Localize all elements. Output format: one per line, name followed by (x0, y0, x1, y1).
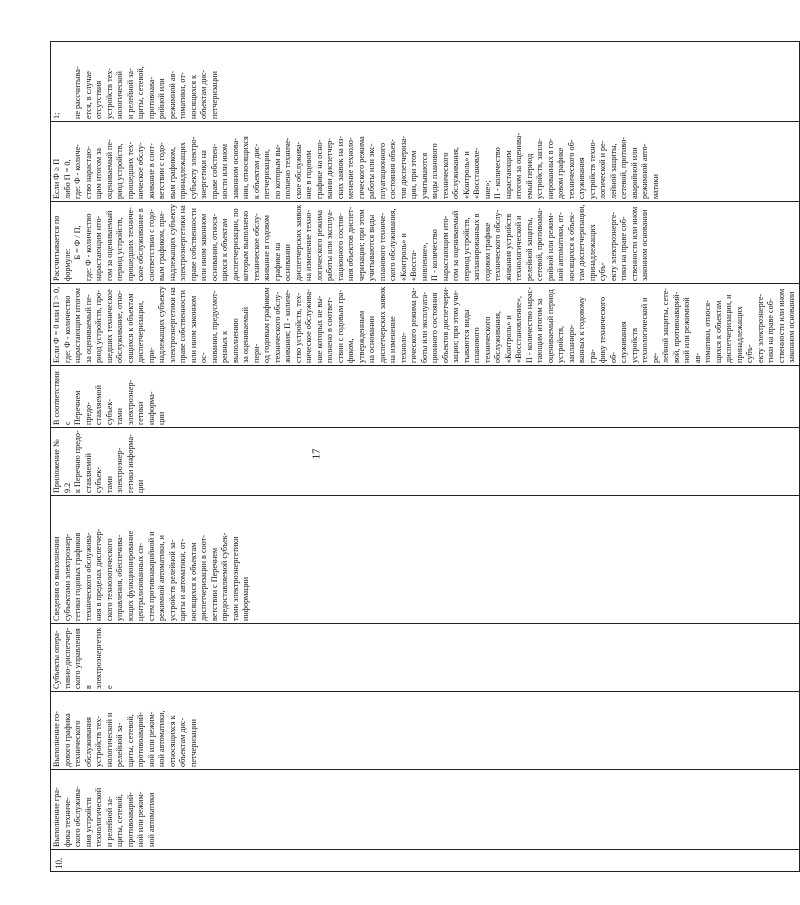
cell-line: боты или эксплуата- (419, 291, 429, 363)
cell-line: щим итогом за (94, 147, 103, 199)
cell-info (51, 496, 800, 624)
cell-line: к Перечню предо- (73, 430, 82, 493)
cell-line: нарастающим ито- (94, 215, 103, 281)
cell-line: ной или режим- (136, 791, 145, 847)
cell-line: тики на праве соб- (766, 298, 775, 363)
cell-line: на изменение техно- (304, 209, 313, 281)
cell-line: гического режима ра- (409, 287, 418, 363)
cell-line: вым графиком, при- (157, 211, 166, 281)
cell-line: ство нарастаю- (83, 146, 93, 199)
cell-line: щиты, сетевой, (136, 66, 145, 119)
cell-line: П - количество (430, 229, 439, 281)
cell-line: относящихся к (167, 715, 177, 767)
cell-line: принадлежащих (178, 142, 187, 199)
cell-line: ское обслужива- (293, 141, 303, 199)
cell-line: екту электроэнерге- (755, 293, 765, 363)
cell-line: виды планового (430, 143, 439, 199)
cell-line: ной или режим- (146, 711, 156, 767)
cell-line: период устройств, (115, 217, 124, 281)
cell-line: ского управления в (73, 628, 93, 689)
cell-line: на изменение техноло- (388, 316, 408, 363)
cell-line: ственности или ином (629, 206, 639, 281)
cell-line: ственности или ином (776, 288, 786, 363)
cell-line: ствии с годовым гра- (335, 289, 345, 363)
cell-line: там диспетчеризации, (577, 204, 586, 281)
cell-line: ции, при этом (409, 150, 418, 199)
cell-line: за оцениваемый пе- (83, 294, 93, 363)
cell-line: нологической (115, 71, 124, 119)
rotated-table-container (50, 42, 796, 872)
cell-line: петчеризации, (262, 149, 271, 199)
cell-line: обслуживание, отно- (115, 290, 124, 363)
cell-line: шедших техническое (104, 289, 114, 363)
cell-line: устройств тех- (94, 715, 103, 767)
cell-line: ского обслужива- (73, 786, 82, 847)
cell-line: работы или экс- (367, 143, 376, 199)
cell-line: электроэнергетике (94, 627, 114, 689)
cell-line: диспетчерских заявок (293, 204, 303, 281)
cell-line: довом графике (556, 147, 565, 199)
cell-line: живания; П - количе- (283, 289, 292, 363)
cell-line: сящихся к объектам (125, 293, 135, 363)
cell-line: ной автоматики, от- (556, 212, 565, 281)
cell-line: тов диспетчериза- (398, 135, 408, 199)
cell-line: диспетчерских заявок (377, 286, 387, 363)
cell-line: сетевой, противоава- (535, 207, 544, 281)
cell-line: носящихся к объек- (566, 212, 576, 281)
cell-line: вании диспетчер- (325, 138, 334, 199)
cell-line: ставляемой субъек- (94, 385, 114, 425)
cell-line: оцениваемый пе- (104, 139, 114, 199)
cell-line: лейной защиты, (608, 143, 618, 199)
cell-line: гетики информа- (136, 391, 156, 425)
cell-line: управления, обеспечива- (115, 534, 124, 621)
cell-line: технологической (94, 787, 103, 847)
cell-line: принадлежащих субъ- (587, 224, 607, 281)
cell-line: соответствии с годо- (146, 209, 156, 281)
cell-line: петчеризации (188, 719, 198, 767)
cell-line: рийной или (157, 78, 166, 119)
cell-line: гетики годовых графиков (73, 532, 82, 621)
cell-line: работы или эксплуа- (325, 209, 334, 281)
cell-line: лейной защиты, сете- (661, 287, 670, 363)
cell-line: по которым вы- (272, 144, 282, 199)
cell-line: рийной или режим- (545, 212, 555, 281)
cell-line: полнено техниче- (283, 137, 292, 199)
cell-line: нологической и (104, 712, 114, 767)
cell-line: ной или режимной ав- (682, 297, 702, 363)
cell-line: ского обслуживания, (388, 208, 397, 281)
cell-line: ной автоматики, (157, 710, 166, 767)
cell-line: ского технологического (104, 538, 114, 621)
cell-line: праве собственности (188, 208, 198, 281)
cell-line: ветствии с Перечнем (209, 547, 219, 621)
cell-line: од годовым графиком (262, 287, 271, 363)
cell-line: фику технического об- (598, 296, 618, 363)
cell-line: предоставляемой субъек- (220, 532, 229, 621)
cell-line: зации; при этом учи- (451, 290, 460, 363)
cell-line: праве собственности (178, 290, 187, 363)
cell-line: ния объектов диспет- (346, 206, 355, 281)
cell-line: технического обслужива- (83, 532, 93, 621)
cell-line: служивания (577, 157, 586, 199)
cell-line: «Контроль» и (461, 151, 471, 199)
cell-line: гом за оцениваемый (451, 210, 460, 281)
cell-line: Если Ф = 0 или П > 0, (52, 286, 61, 363)
cell-deadline (51, 366, 800, 428)
cell-line: отсутствия (94, 80, 103, 119)
indicator-table (50, 41, 800, 872)
cell-line: информации (241, 576, 250, 621)
cell-line: надлежащих субъекту (167, 204, 177, 281)
cell-line: годовом графике (482, 222, 492, 281)
cell-line: и релейной за- (104, 796, 114, 847)
cell-line: законном основании (787, 291, 796, 363)
cell-line: энергетики на (199, 150, 208, 199)
cell-line: нарастающим ито- (440, 215, 450, 281)
cell-line: ническое обслу- (136, 142, 145, 199)
cell-line: Если Ф ≥ П (52, 158, 61, 199)
cell-line: Выполнение гра- (52, 787, 61, 847)
cell-line: риод устройств, про- (94, 290, 103, 363)
cell-description (51, 692, 800, 770)
cell-line: технического обслу- (493, 209, 502, 281)
cell-line: Перечнем предо- (73, 390, 93, 425)
cell-appendix (51, 428, 800, 496)
cell-line: щиты, сетевой, (115, 794, 124, 847)
cell-line: риод устройств, (115, 143, 124, 199)
cell-line: субъектами электроэнер- (62, 533, 72, 621)
cell-line: П - количество нарас- (524, 287, 534, 363)
cell-line: объектам дис- (199, 69, 208, 119)
cell-line: техническое обслу- (251, 213, 261, 281)
cell-line: где: Ф - количество (62, 295, 72, 363)
cell-line: томатики, от- (178, 72, 187, 119)
cell-line: технического обслуживания, (482, 311, 502, 363)
cell-line: носящихся к (188, 74, 198, 119)
cell-line: тами электроэнер- (115, 379, 135, 425)
cell-line: централизованных си- (136, 542, 145, 621)
cell-line: стем противоаварийной и (146, 531, 156, 621)
cell-line: устройств тех- (104, 67, 114, 119)
cell-line: законном основании (640, 209, 649, 281)
cell-line: полнено в соответ- (325, 297, 334, 363)
cell-line: томатики, относя- (703, 300, 712, 363)
cell-line: электроэнергетики на (178, 205, 187, 281)
cell-line: тываются виды планового (461, 309, 481, 363)
cell-line: В соответствии с (52, 371, 72, 425)
page-number: 17 (310, 448, 323, 460)
cell-line: за оцениваемый пери- (241, 307, 261, 363)
cell-line: новление», (419, 242, 429, 281)
cell-line: тами электроэнер- (104, 447, 124, 493)
cell-line: где: Ф - количество (83, 213, 93, 281)
cell-line: или ином законном (199, 213, 208, 281)
cell-line: 1; (52, 112, 61, 119)
cell-line: не рассчитыва- (73, 66, 82, 119)
cell-line: щиты, сетевой, (125, 714, 135, 767)
cell-line: Сведения о выполнении (52, 536, 61, 621)
cell-line: графике на основании (272, 242, 292, 281)
cell-line: технологической и (514, 215, 523, 281)
cell-line: щихся к объектам (220, 218, 229, 281)
cell-line: ной автоматики (146, 792, 156, 847)
cell-line: ния в пределах диспетчер- (94, 528, 103, 621)
cell-line: ции (136, 479, 145, 493)
cell-line: фика техниче- (62, 797, 72, 847)
cell-eval-2 (51, 202, 800, 284)
cell-line: которым выполнено (241, 210, 250, 281)
cell-line: электроэнергетики на (167, 287, 177, 363)
cell-line: нии, относящихся (241, 136, 250, 199)
cell-line: технологической и ре- (640, 297, 660, 363)
cell-line: ническое обслужива- (304, 289, 313, 363)
cell-line: устройств, запланиро- (556, 324, 576, 363)
cell-line: вой, противоаварий- (671, 291, 681, 363)
cell-line: учитываются виды (367, 214, 376, 281)
cell-line: ние»; (482, 180, 492, 199)
cell-line: режимной автоматики, и (157, 535, 166, 621)
cell-line: к объектам дис- (251, 143, 261, 199)
cell-line: объектов диспетчери- (440, 287, 450, 363)
cell-line: ние в годовом (304, 150, 313, 199)
row-number: 10. (51, 850, 800, 872)
cell-line: «Контроль» и «Восстановление», (503, 296, 523, 363)
cell-line: носящихся к объектам (188, 542, 198, 621)
cell-line: противоаварий- (136, 712, 145, 767)
cell-line: графике на осно- (314, 139, 324, 199)
cell-line: ванных к годовому гра- (577, 296, 597, 363)
cell-line: режимной авто- (640, 143, 649, 199)
cell-line: объектам дис- (178, 717, 187, 767)
cell-line: нированных в го- (545, 138, 555, 199)
cell-line: ции (157, 411, 166, 425)
cell-line: дового графика (62, 713, 72, 767)
cell-line: тивно-диспетчер- (62, 627, 72, 689)
cell-line: Приложение № 9.2 (52, 439, 72, 493)
cell-line: обслуживания (83, 717, 93, 767)
cell-line: принадлежащих субъ- (734, 306, 754, 363)
cell-line: планового техниче- (377, 212, 387, 281)
cell-line: либо П = 0, (62, 159, 72, 199)
cell-line: логической и ре- (598, 140, 607, 199)
cell-line: ние которых не вы- (314, 295, 324, 363)
cell-line: ционного состояния (430, 292, 439, 363)
cell-note (51, 42, 800, 122)
cell-line: «Контроль» и «Восста- (398, 233, 418, 281)
cell-line: Рассчитывается по (52, 215, 61, 281)
cell-line: технического (73, 720, 82, 767)
cell-line: живание в годовом (262, 215, 271, 281)
cell-line: П - количество (493, 147, 502, 199)
cell-line: где: Ф - количе- (73, 144, 82, 199)
cell-line: фиком, утвержденным (346, 310, 366, 363)
cell-line: и релейной за- (125, 68, 135, 119)
cell-line: на основании (367, 315, 376, 363)
cell-line: прошедших тех- (125, 141, 135, 199)
cell-line: нарастающим (503, 150, 513, 199)
cell-line: менение техноло- (346, 137, 355, 199)
cell-line: законном основа- (230, 138, 240, 199)
cell-line: Б = Ф / П, (73, 225, 82, 260)
cell-line: диспетчеризации, и (724, 294, 733, 363)
cell-line: гетики информа- (125, 434, 135, 493)
cell-line: щиты и автоматики, от- (178, 538, 187, 621)
cell-line: ющих функционирование (125, 530, 135, 621)
cell-line: технического об- (566, 139, 576, 199)
cell-line: технического (440, 152, 450, 199)
cell-line: противоава- (146, 76, 156, 119)
cell-line: Выполнение го- (52, 711, 61, 767)
cell-line: логического режима (314, 210, 324, 281)
cell-line: тики на праве соб- (619, 216, 628, 281)
cell-line: живание в соот- (146, 143, 156, 199)
cell-line: состояния объек- (388, 139, 397, 199)
cell-line: обслуживания, (451, 147, 460, 199)
cell-indicator (51, 770, 800, 850)
cell-line: формуле: (62, 248, 72, 281)
cell-line: устройств техно- (587, 139, 597, 199)
cell-line: релейной защиты, (524, 217, 534, 281)
cell-line: петчеризации (209, 71, 219, 119)
cell-line: диспетчеризации, при- (136, 300, 156, 363)
cell-line: матики (650, 174, 660, 199)
cell-line: прошедших техниче- (125, 207, 135, 281)
cell-line: емый период (524, 153, 534, 199)
cell-line: нарастающим итогом (73, 288, 82, 363)
cell-line: аварийной или (629, 147, 639, 199)
cell-line (63, 44, 74, 119)
cell-subjects (51, 624, 800, 692)
cell-line: новании, предусмот- (209, 290, 219, 363)
cell-line: диспетчеризации, по (230, 208, 240, 281)
cell-line: релейной за- (115, 722, 124, 767)
cell-line: ветствии с годо- (157, 142, 166, 199)
cell-line: ется, в случае (83, 71, 93, 119)
cell-line: противоаварий- (125, 792, 135, 847)
cell-line: щихся к объектам (713, 300, 723, 363)
cell-line: период устройств, (461, 217, 471, 281)
cell-line: тающим итогом за (535, 298, 544, 363)
cell-line: черизации; при этом (356, 209, 366, 281)
cell-eval-1 (51, 284, 800, 366)
cell-line: живания устройств (503, 213, 513, 281)
cell-line: запланированных в (472, 213, 481, 281)
cell-line: гического режима (356, 136, 366, 199)
cell-line: ство устройств, тех- (293, 292, 303, 363)
cell-line: плуатационного (377, 142, 387, 199)
cell-line: итогом за оценива- (514, 132, 523, 199)
cell-line: Субъекты опера- (52, 630, 61, 689)
cell-line: праве собствен- (209, 143, 219, 199)
cell-line: «Восстановле- (472, 147, 481, 199)
cell-line: надлежащих субъекту (157, 286, 166, 363)
cell-line: тационного состоя- (335, 213, 345, 281)
cell-line: устройств, запла- (535, 138, 544, 199)
table-row (51, 42, 800, 872)
cell-line: тами электроэнергетики (230, 536, 240, 621)
cell-line: технического обслу- (272, 291, 282, 363)
cell-line: екту электроэнерге- (608, 211, 618, 281)
cell-line: ния устройств (83, 797, 93, 847)
cell-line: устройств релейной за- (167, 539, 177, 621)
cell-line: ское обслуживание в (136, 208, 145, 281)
cell-line: ренных к выполнению (220, 318, 240, 363)
cell-line: или ином законном ос- (188, 295, 208, 363)
cell-line: гом за оцениваемый (104, 210, 114, 281)
cell-line: субъекту электро- (188, 136, 198, 199)
cell-line: оцениваемый период (545, 289, 555, 363)
cell-line: ставляемой субъек- (83, 453, 103, 493)
cell-line: диспетчеризации в соот- (199, 535, 208, 621)
cell-line: вым графиком, (167, 146, 177, 199)
cell-line: учитываются (419, 152, 429, 199)
cell-line: режимной ав- (167, 70, 177, 119)
cell-eval-3 (51, 122, 800, 202)
cell-line: ских заявок на из- (335, 135, 345, 199)
cell-line: ности или ином (220, 143, 229, 199)
cell-line: сетевой, противо- (619, 136, 628, 199)
cell-line: основании, относя- (209, 213, 219, 281)
cell-line: служивания устройств (619, 321, 639, 363)
